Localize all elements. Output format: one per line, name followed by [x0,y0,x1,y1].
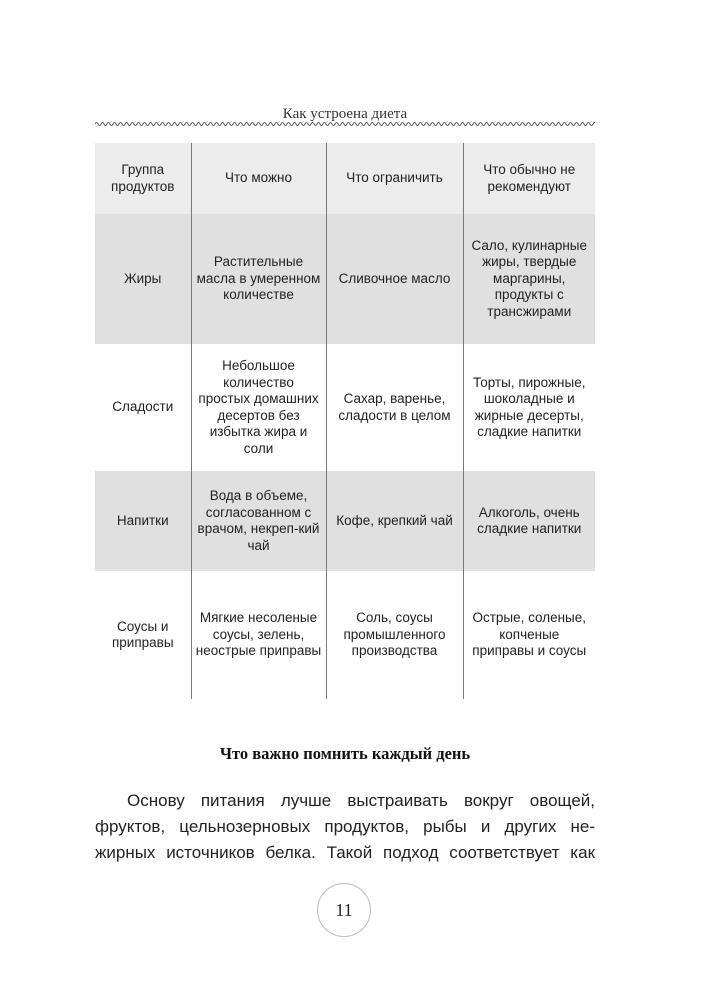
cell-limit: Кофе, крепкий чай [326,471,463,571]
wavy-divider [95,120,595,128]
table-row [95,471,595,571]
page-number: 11 [335,899,353,920]
cell-allowed: Небольшое количество простых домашних десертов без избытка жира и соли [191,344,326,471]
header-allowed: Что можно [191,143,326,214]
cell-not-recommended: Торты, пирожные, шоколадные и жирные десерты, сладкие напитки [463,344,595,471]
cell-group: Соусы и приправы [111,618,174,650]
cell-allowed: Вода в объеме, согласованном с врачом, некреп-кий чай [191,471,326,571]
cell-limit: Соль, соусы промышленного производства [326,571,463,699]
cell-limit: Сахар, варенье, сладости в целом [326,344,463,471]
diet-table [95,143,595,699]
body-line: Основу питания лучше выстраивать вокруг овощей, [127,791,595,810]
cell-group: Напитки [116,512,169,528]
header-group: Группа продуктов [111,162,175,194]
cell-limit: Сливочное масло [326,214,463,344]
cell-group: Сладости [112,399,174,415]
body-line: фруктов, цельнозерновых продуктов, рыбы и других не- [95,817,595,836]
page-number-badge [317,883,371,937]
header-not-recommended: Что обычно не рекомендуют [463,143,595,214]
cell-not-recommended: Алкоголь, очень сладкие напитки [463,471,595,571]
table-header-row [95,143,595,214]
body-line: жирных источников белка. Такой подход соответствует как [95,843,595,862]
cell-group: Жиры [124,270,162,286]
table-row [95,214,595,344]
running-head: Как устроена диета [282,106,408,122]
header-limit: Что ограничить [326,143,463,214]
table-row [95,571,595,699]
cell-not-recommended: Сало, кулинарные жиры, твердые маргарины, продукты с трансжирами [463,214,595,344]
cell-not-recommended: Острые, соленые, копченые приправы и соусы [463,571,595,699]
section-heading: Что важно помнить каждый день [219,744,471,763]
body-paragraph [95,788,595,866]
table-row [95,344,595,471]
cell-allowed: Растительные масла в умеренном количестве [191,214,326,344]
cell-allowed: Мягкие несоленые соусы, зелень, неострые приправы [191,571,326,699]
